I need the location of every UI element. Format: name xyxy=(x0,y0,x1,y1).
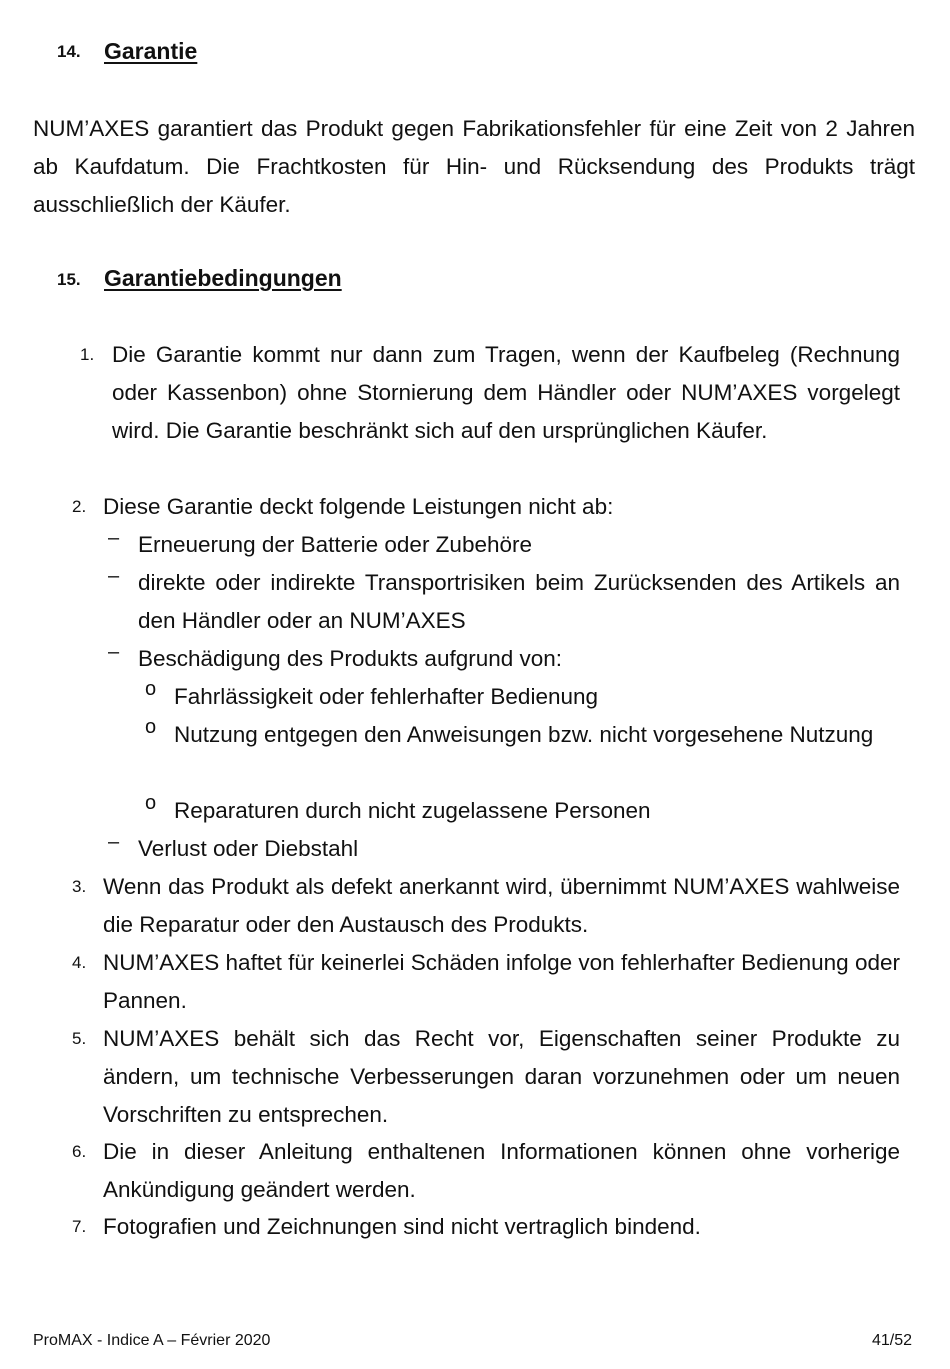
exclusion-sub-item: Fahrlässigkeit oder fehlerhafter Bedienung xyxy=(174,684,599,709)
section-14-title: Garantie xyxy=(104,38,198,64)
list-item-number: 3. xyxy=(72,877,87,896)
footer-document-info: ProMAX - Indice A – Février 2020 xyxy=(33,1332,271,1349)
exclusion-sub-item: Nutzung entgegen den Anweisungen bzw. nicht vorgesehene Nutzung xyxy=(174,722,874,747)
exclusion-item: Verlust oder Diebstahl xyxy=(138,836,359,861)
circle-bullet: o xyxy=(145,678,157,700)
exclusion-item: Erneuerung der Batterie oder Zubehöre xyxy=(138,532,533,557)
section-14-paragraph: NUM’AXES garantiert das Produkt gegen Fabrikationsfehler für eine Zeit von 2 Jahren ab Kaufdatum. Die Frachtkosten für Hin- und Rücksendung des Produkts trägt ausschließlich der Käufer. xyxy=(33,116,915,217)
dash-bullet: – xyxy=(108,527,120,549)
circle-bullet: o xyxy=(145,716,157,738)
dash-bullet: – xyxy=(108,641,120,663)
list-item-number: 2. xyxy=(72,497,87,516)
list-item-text: NUM’AXES behält sich das Recht vor, Eigenschaften seiner Produkte zu ändern, um technische Verbesserungen daran vorzunehmen oder um neuen Vorschriften zu entsprechen. xyxy=(103,1026,900,1127)
footer-page-number: 41/52 xyxy=(871,1332,912,1349)
list-item-number: 1. xyxy=(80,345,95,364)
list-item-text: Fotografien und Zeichnungen sind nicht vertraglich bindend. xyxy=(103,1214,701,1239)
exclusion-sub-item: Reparaturen durch nicht zugelassene Personen xyxy=(174,798,651,823)
list-item-text: Die Garantie kommt nur dann zum Tragen, wenn der Kaufbeleg (Rechnung oder Kassenbon) ohne Stornierung dem Händler oder NUM’AXES vorgelegt wird. Die Garantie beschränkt sich auf den ursprünglichen Käufer. xyxy=(112,342,900,443)
section-15-title: Garantiebedingungen xyxy=(104,265,342,291)
section-15-number: 15. xyxy=(57,270,81,289)
list-item-number: 6. xyxy=(72,1142,87,1161)
list-item-number: 4. xyxy=(72,953,87,972)
list-item-text: Die in dieser Anleitung enthaltenen Informationen können ohne vorherige Ankündigung geändert werden. xyxy=(103,1139,900,1202)
list-item-number: 5. xyxy=(72,1029,87,1048)
section-14-number: 14. xyxy=(57,42,81,61)
dash-bullet: – xyxy=(108,831,120,853)
list-item-number: 7. xyxy=(72,1217,87,1236)
dash-bullet: – xyxy=(108,565,120,587)
list-item-text: Wenn das Produkt als defekt anerkannt wird, übernimmt NUM’AXES wahlweise die Reparatur oder den Austausch des Produkts. xyxy=(103,874,900,937)
exclusion-item: direkte oder indirekte Transportrisiken beim Zurücksenden des Artikels an den Händler oder an NUM’AXES xyxy=(138,570,900,633)
list-item-text: Diese Garantie deckt folgende Leistungen nicht ab: xyxy=(103,494,614,519)
circle-bullet: o xyxy=(145,792,157,814)
list-item-text: NUM’AXES haftet für keinerlei Schäden infolge von fehlerhafter Bedienung oder Pannen. xyxy=(103,950,900,1013)
exclusion-item: Beschädigung des Produkts aufgrund von: xyxy=(138,646,563,671)
